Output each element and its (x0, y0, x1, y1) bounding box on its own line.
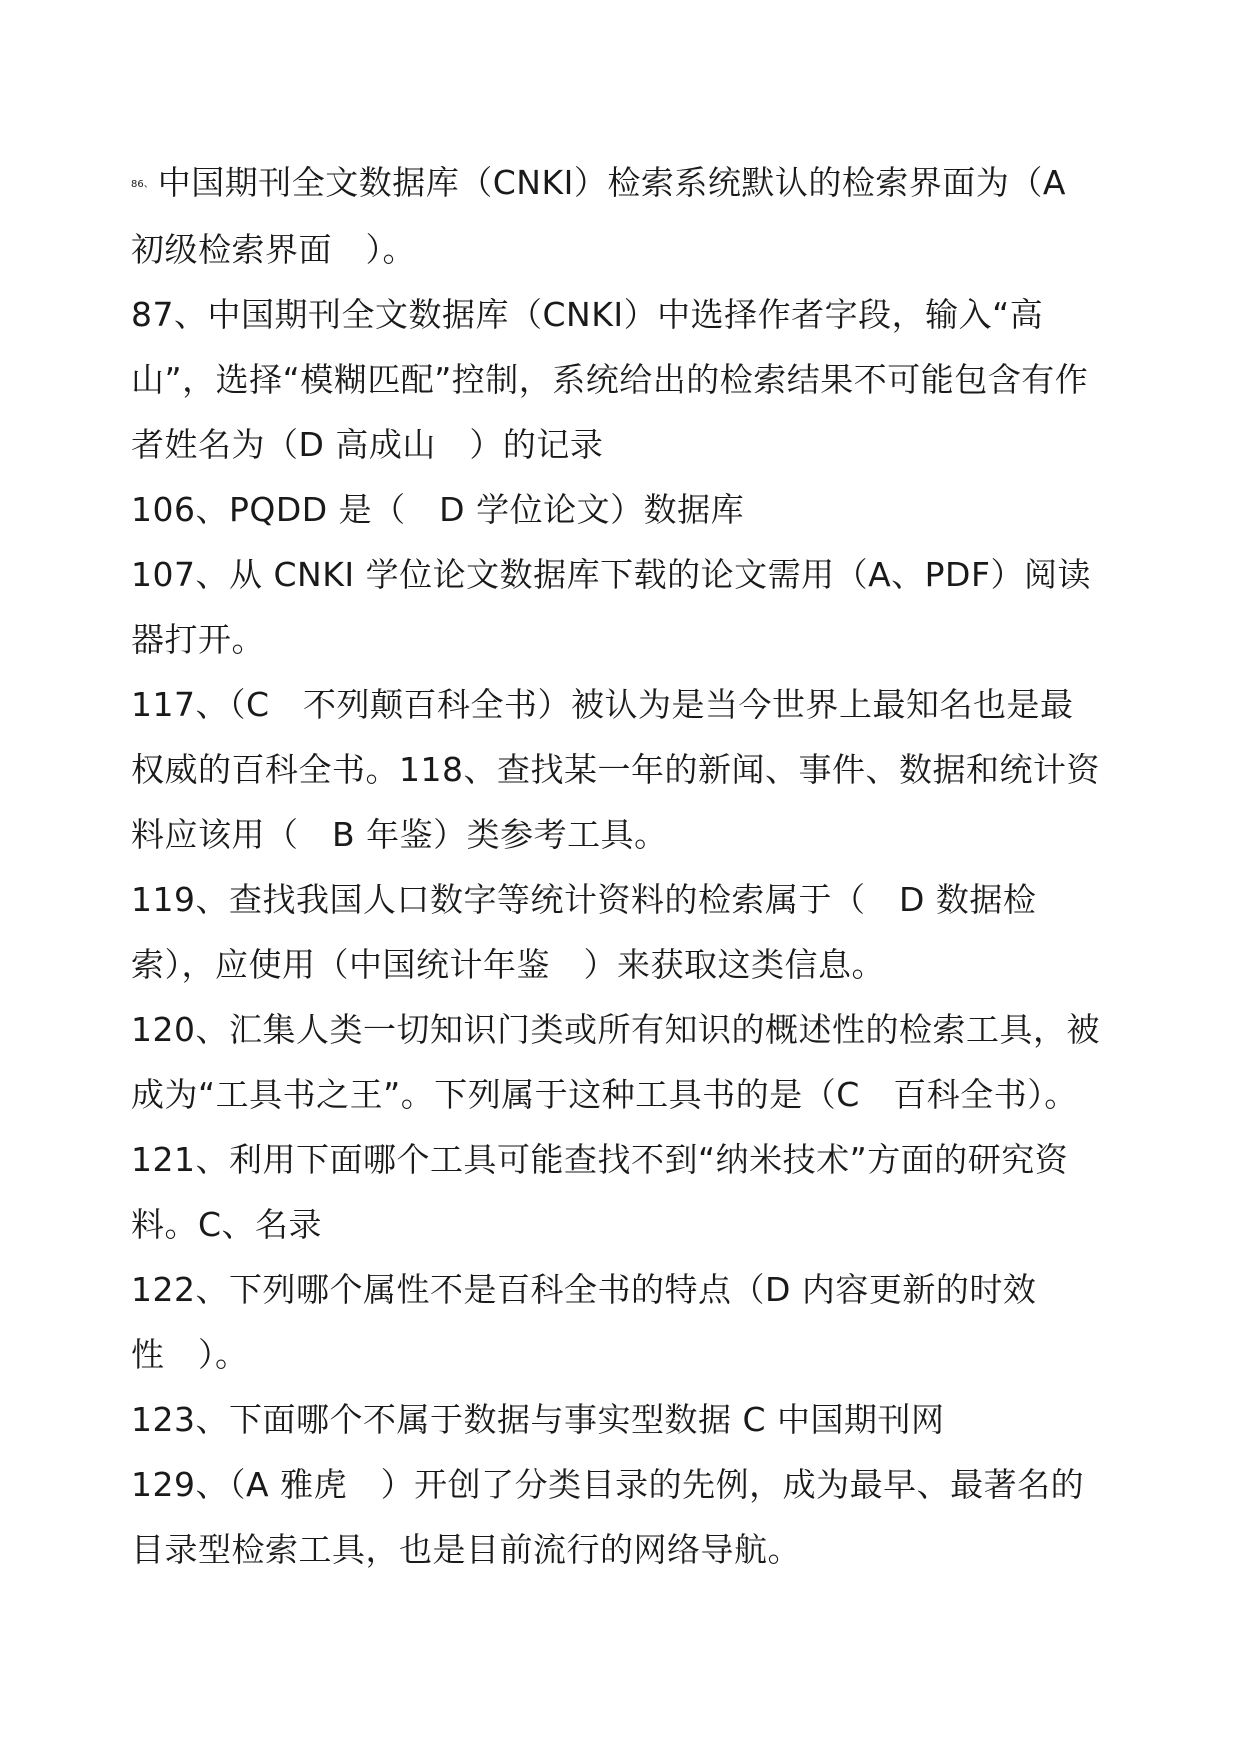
question-text: 下列哪个属性不是百科全书的特点（D 内容更新的时效性 ）。 (131, 1270, 1037, 1374)
question-text: 中国期刊全文数据库（CNKI）检索系统默认的检索界面为（A 初级检索界面 ）。 (131, 163, 1066, 269)
question-107 (131, 542, 1106, 672)
question-121 (131, 1127, 1106, 1257)
question-120 (131, 997, 1106, 1127)
question-number: 119、 (131, 880, 229, 919)
question-text: 利用下面哪个工具可能查找不到“纳米技术”方面的研究资料。C、名录 (131, 1140, 1069, 1244)
question-number: 123、 (131, 1400, 229, 1439)
question-117 (131, 672, 1106, 867)
question-text: 下面哪个不属于数据与事实型数据 C 中国期刊网 (229, 1400, 945, 1439)
question-number: 86、 (131, 179, 154, 190)
question-123 (131, 1387, 1106, 1452)
question-129 (131, 1452, 1106, 1582)
question-122 (131, 1257, 1106, 1387)
question-text: 汇集人类一切知识门类或所有知识的概述性的检索工具，被成为“工具书之王”。下列属于这种工具书的是（C 百科全书）。 (131, 1010, 1100, 1114)
question-number: 107、 (131, 555, 229, 594)
question-number: 117、 (131, 685, 229, 724)
question-text: （C 不列颠百科全书）被认为是当今世界上最知名也是最权威的百科全书。118、查找某一年的新闻、事件、数据和统计资料应该用（ B 年鉴）类参考工具。 (131, 685, 1100, 854)
question-text: 从 CNKI 学位论文数据库下载的论文需用（A、PDF）阅读器打开。 (131, 555, 1091, 659)
question-119 (131, 867, 1106, 997)
question-86 (131, 150, 1106, 282)
question-number: 121、 (131, 1140, 229, 1179)
question-number: 129、 (131, 1465, 229, 1504)
question-number: 120、 (131, 1010, 229, 1049)
question-text: 查找我国人口数字等统计资料的检索属于（ D 数据检索），应使用（中国统计年鉴 ）来获取这类信息。 (131, 880, 1037, 984)
question-text: PQDD 是（ D 学位论文）数据库 (229, 490, 745, 529)
question-number: 106、 (131, 490, 229, 529)
question-87 (131, 282, 1106, 477)
question-106 (131, 477, 1106, 542)
question-number: 87、 (131, 295, 208, 334)
question-text: （A 雅虎 ）开创了分类目录的先例，成为最早、最著名的目录型检索工具，也是目前流行的网络导航。 (131, 1465, 1085, 1569)
document-page (131, 150, 1106, 1582)
question-text: 中国期刊全文数据库（CNKI）中选择作者字段，输入“高山”，选择“模糊匹配”控制，系统给出的检索结果不可能包含有作者姓名为（D 高成山 ）的记录 (131, 295, 1089, 464)
question-number: 122、 (131, 1270, 229, 1309)
